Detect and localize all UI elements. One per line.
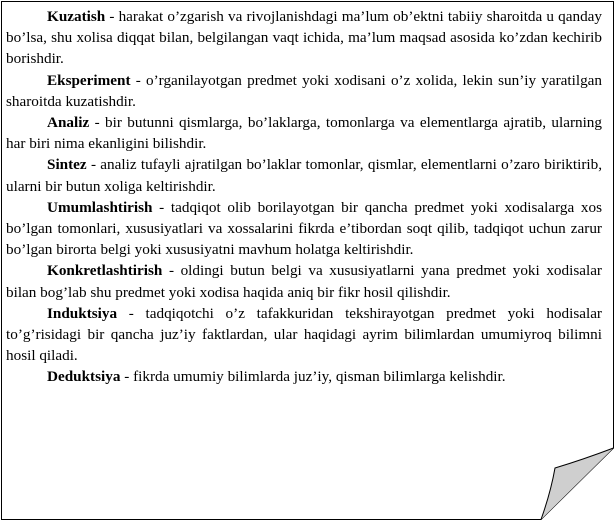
paragraph-deduktsiya (6, 366, 602, 387)
term-eksperiment: Eksperiment (47, 71, 131, 89)
paragraph-kuzatish (6, 6, 602, 70)
document-body (6, 6, 602, 388)
definition-eksperiment: - o’rganilayotgan predmet yoki xodisani o’z xolida, lekin sun’iy yaratilgan sharoitda kuzatishdir. (6, 71, 602, 110)
term-induktsiya: Induktsiya (47, 304, 118, 322)
definition-deduktsiya: - fikrda umumiy bilimlarda juz’iy, qisman bilimlarga kelishdir. (120, 368, 506, 386)
definition-induktsiya: - tadqiqotchi o’z tafakkuridan tekshirayotgan predmet yoki hodisalar to’g’risidagi bir qancha juz’iy faktlardan, ular haqidagi ayrim bilimlardan umumiyroq bilimni hosil qiladi. (6, 304, 602, 365)
paragraph-eksperiment (6, 70, 602, 112)
term-sintez: Sintez (47, 156, 87, 174)
definition-analiz: - bir butunni qismlarga, bo’laklarga, tomonlarga va elementlarga ajratib, ularning har biri nima ekanligini bilishdir. (6, 114, 602, 153)
definition-kuzatish: - harakat o’zgarish va rivojlanishdagi ma’lum ob’ektni tabiiy sharoitda u qanday bo’lsa, shu xolisa diqqat bilan, belgilangan vaqt ichida, ma’lum maqsad asosida ko’zdan kechirib borishdir. (6, 8, 602, 68)
term-konkretlashtirish: Konkretlashtirish (47, 262, 163, 280)
term-umumlashtirish: Umumlashtirish (47, 198, 153, 216)
term-deduktsiya: Deduktsiya (47, 368, 121, 386)
definition-sintez: - analiz tufayli ajratilgan bo’laklar tomonlar, qismlar, elementlarni o’zaro biriktirib, ularni bir butun xoliga keltirishdir. (6, 156, 602, 195)
term-analiz: Analiz (47, 114, 90, 132)
term-kuzatish: Kuzatish (47, 8, 106, 25)
definition-konkretlashtirish: - oldingi butun belgi va xususiyatlarni yana predmet yoki xodisalar bilan bog’lab shu predmet yoki xodisa haqida aniq bir fikr hosil qilishdir. (6, 262, 602, 301)
paragraph-analiz (6, 112, 602, 154)
paragraph-induktsiya (6, 303, 602, 367)
paragraph-sintez (6, 154, 602, 196)
paragraph-umumlashtirish (6, 197, 602, 261)
paragraph-konkretlashtirish (6, 260, 602, 302)
definition-umumlashtirish: - tadqiqot olib borilayotgan bir qancha predmet yoki xodisalarga xos bo’lgan tomonlari, xususiyatlari va xossalarini fikrda e’tibordan soqt qilib, tadqiqot uchun zarur bo’lgan birorta belgi yoki xususiyatni mavhum holatga keltirishdir. (6, 198, 602, 259)
